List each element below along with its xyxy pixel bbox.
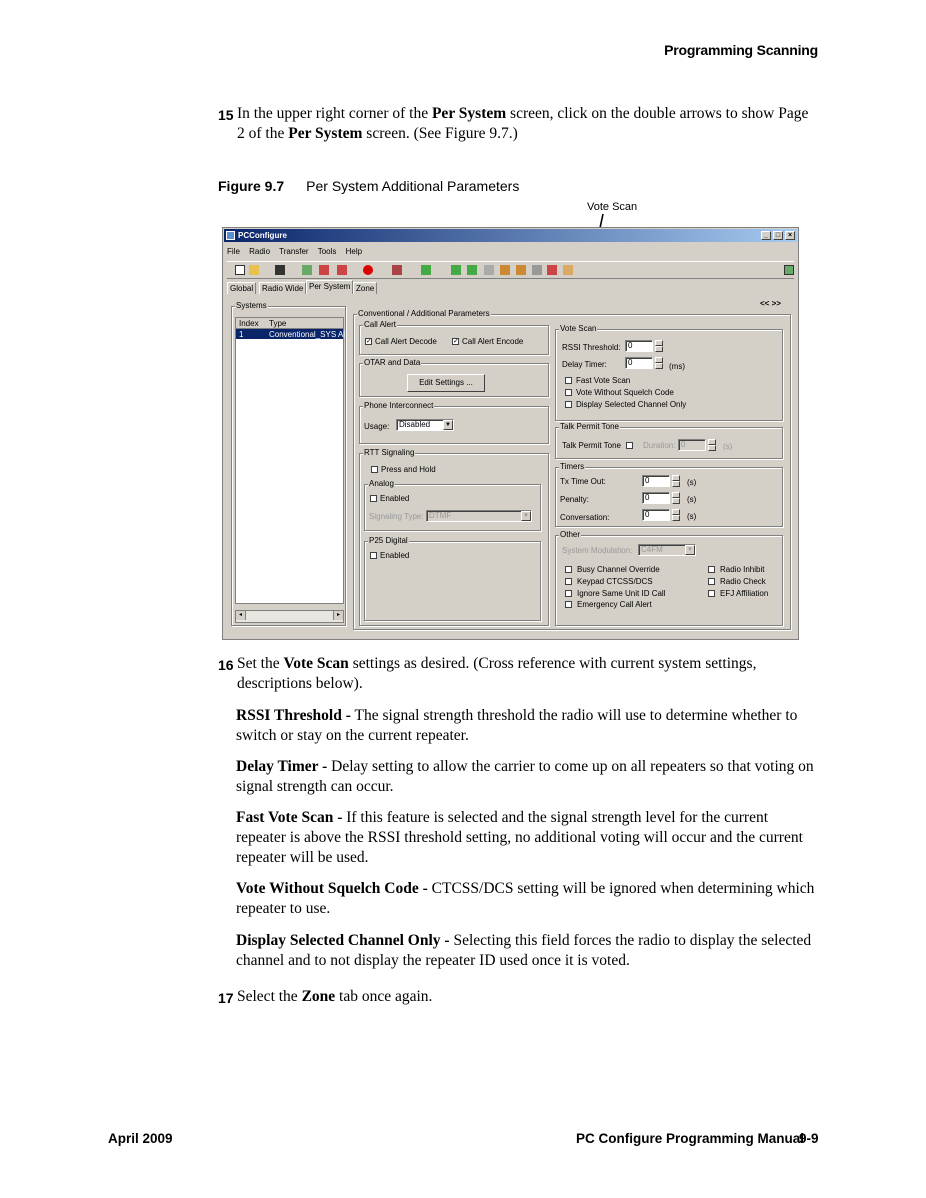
record-icon[interactable]: [363, 265, 373, 275]
step-number: 17: [218, 990, 234, 1006]
col-type[interactable]: Type: [269, 319, 287, 328]
duration-input[interactable]: 0: [678, 439, 706, 451]
tool-3-icon[interactable]: [467, 265, 477, 275]
analog-group: [364, 479, 541, 531]
close-button[interactable]: ×: [785, 231, 795, 240]
system-modulation-label: System Modulation:: [562, 546, 633, 555]
toolbar: [227, 261, 794, 279]
systems-group-label: Systems: [236, 301, 267, 310]
rssi-threshold-description: RSSI Threshold - The signal strength threshold the radio will use to determine whether to switch or stay on the current repeater.: [236, 707, 798, 744]
press-hold-checkbox[interactable]: [371, 466, 378, 473]
pcconfigure-window: [222, 227, 799, 640]
read-radio-icon[interactable]: [302, 265, 312, 275]
write-radio-icon[interactable]: [319, 265, 329, 275]
page-nav-arrows[interactable]: << >>: [760, 299, 781, 308]
chevron-down-icon[interactable]: ▼: [443, 420, 453, 430]
conventional-group: [353, 309, 791, 630]
phone-interconnect-group: [359, 401, 549, 444]
vote-scan-group: [555, 324, 783, 421]
p25-digital-group: [364, 536, 541, 621]
step-17: [218, 987, 818, 1007]
vote-without-squelch-checkbox[interactable]: [565, 389, 572, 396]
radio-inhibit-checkbox[interactable]: [708, 566, 715, 573]
call-alert-encode-checkbox[interactable]: ✓: [453, 338, 459, 345]
rssi-threshold-input[interactable]: 0: [625, 340, 653, 352]
delay-timer-label: Delay Timer:: [562, 360, 607, 369]
vote-scan-label: Vote Scan: [560, 324, 597, 333]
ignore-unit-id-label: Ignore Same Unit ID Call: [577, 589, 666, 598]
menu-bar: [227, 247, 369, 256]
rtt-signaling-label: RTT Signaling: [364, 448, 415, 457]
call-alert-label: Call Alert: [364, 320, 397, 329]
ignore-unit-id-checkbox[interactable]: [565, 590, 572, 597]
radio-check-checkbox[interactable]: [708, 578, 715, 585]
duration-label: Duration:: [643, 441, 676, 450]
minimize-button[interactable]: _: [761, 231, 771, 240]
chevron-down-icon[interactable]: ▼: [521, 511, 531, 521]
call-alert-encode-label: Call Alert Encode: [462, 337, 524, 346]
display-selected-checkbox[interactable]: [565, 401, 572, 408]
tool-5-icon[interactable]: [500, 265, 510, 275]
horizontal-scrollbar[interactable]: [235, 610, 344, 623]
call-alert-decode-label: Call Alert Decode: [375, 337, 437, 346]
emergency-call-label: Emergency Call Alert: [577, 600, 652, 609]
vote-without-squelch-description: Vote Without Squelch Code - CTCSS/DCS setting will be ignored when determining which repeater to use.: [236, 880, 815, 917]
figure-title: Per System Additional Parameters: [306, 178, 520, 194]
save-icon[interactable]: [275, 265, 285, 275]
delay-spinner[interactable]: [655, 357, 663, 369]
tool-6-icon[interactable]: [516, 265, 526, 275]
title-bar: [224, 229, 797, 242]
signaling-type-select[interactable]: [426, 510, 532, 522]
running-header: Programming Scanning: [664, 42, 818, 58]
call-alert-group: [359, 320, 549, 355]
footer-page-number: 9-9: [799, 1131, 819, 1146]
usage-value: Disabled: [399, 420, 431, 429]
step-number: 15: [218, 107, 234, 123]
radio-check-label: Radio Check: [720, 577, 766, 586]
efj-affiliation-checkbox[interactable]: [708, 590, 715, 597]
p25-enabled-label: Enabled: [380, 551, 410, 560]
radio-inhibit-label: Radio Inhibit: [720, 565, 765, 574]
fast-vote-scan-label: Fast Vote Scan: [576, 376, 631, 385]
p25-enabled-checkbox[interactable]: [370, 552, 377, 559]
window-title: PCConfigure: [238, 231, 287, 240]
tab-global[interactable]: Global: [227, 282, 256, 294]
conversation-unit: (s): [687, 512, 697, 521]
row-type: Conventional_SYS Al: [269, 330, 346, 339]
press-hold-label: Press and Hold: [381, 465, 436, 474]
systems-group: [231, 301, 346, 626]
signaling-type-value: DTMF: [429, 511, 452, 520]
analog-enabled-label: Enabled: [380, 494, 410, 503]
system-modulation-value: C4FM: [641, 545, 663, 554]
menu-file[interactable]: File: [227, 247, 240, 256]
step-16: [218, 654, 818, 694]
edit-settings-button[interactable]: Edit Settings ...: [407, 374, 485, 392]
otar-group: [359, 358, 549, 397]
keypad-ctcss-label: Keypad CTCSS/DCS: [577, 577, 653, 586]
tx-time-out-input[interactable]: 0: [642, 475, 670, 487]
penalty-spinner[interactable]: [672, 492, 680, 504]
analog-enabled-checkbox[interactable]: [370, 495, 377, 502]
analog-label: Analog: [369, 479, 394, 488]
rtt-signaling-group: [359, 448, 549, 626]
open-icon[interactable]: [249, 265, 259, 275]
footer-date: April 2009: [108, 1131, 173, 1146]
tool-8-icon[interactable]: [547, 265, 557, 275]
tool-2-icon[interactable]: [451, 265, 461, 275]
phone-interconnect-label: Phone Interconnect: [364, 401, 434, 410]
tab-zone[interactable]: Zone: [353, 282, 377, 294]
other-group: [555, 530, 783, 626]
tool-1-icon[interactable]: [421, 265, 431, 275]
systems-list[interactable]: [235, 317, 344, 604]
efj-affiliation-label: EFJ Affiliation: [720, 589, 769, 598]
other-label: Other: [560, 530, 581, 539]
footer-manual-title: PC Configure Programming Manual: [576, 1131, 805, 1146]
tab-per-system[interactable]: Per System: [306, 280, 353, 294]
tool-7-icon[interactable]: [532, 265, 542, 275]
fast-vote-scan-checkbox[interactable]: [565, 377, 572, 384]
fast-vote-scan-description: Fast Vote Scan - If this feature is selected and the signal strength level for the current repeater is above the RSSI threshold setting, no additional voting will occur and the current repeater will be used.: [236, 809, 803, 866]
vote-scan-callout: Vote Scan: [587, 201, 638, 213]
col-index[interactable]: Index: [239, 319, 259, 328]
timers-group: [555, 462, 783, 527]
menu-transfer[interactable]: Transfer: [279, 247, 309, 256]
delay-unit: (ms): [669, 362, 685, 371]
vote-without-squelch-label: Vote Without Squelch Code: [576, 388, 674, 397]
step-text: In the upper right corner of the Per System screen, click on the double arrows to show Page 2 of the Per System screen. (See Figure 9.7.): [237, 105, 809, 142]
scroll-left-icon[interactable]: ◂: [236, 611, 246, 620]
step-15: [218, 104, 818, 144]
emergency-call-checkbox[interactable]: [565, 601, 572, 608]
talk-permit-tone-label: Talk Permit Tone: [562, 441, 621, 450]
display-selected-description: Display Selected Channel Only - Selecting this field forces the radio to display the selected channel and to not display the repeater ID used once it is voted.: [236, 932, 812, 969]
systems-row[interactable]: [236, 329, 346, 339]
conventional-group-label: Conventional / Additional Parameters: [358, 309, 490, 318]
delay-timer-description: Delay Timer - Delay setting to allow the carrier to come up on all repeaters so that voting on signal strength can occur.: [236, 758, 814, 795]
otar-label: OTAR and Data: [364, 358, 421, 367]
duration-unit: (s): [723, 442, 733, 451]
app-icon: [226, 231, 235, 240]
duration-spinner[interactable]: [708, 439, 716, 451]
system-modulation-select[interactable]: [638, 544, 696, 556]
display-selected-label: Display Selected Channel Only: [576, 400, 687, 409]
figure-caption: [218, 178, 519, 194]
busy-channel-label: Busy Channel Override: [577, 565, 660, 574]
step-text: Select the Zone tab once again.: [237, 988, 433, 1005]
p25-digital-label: P25 Digital: [369, 536, 408, 545]
usage-select[interactable]: [396, 419, 454, 431]
tool-4-icon[interactable]: [484, 265, 494, 275]
penalty-label: Penalty:: [560, 495, 589, 504]
exit-icon[interactable]: [784, 265, 794, 275]
scroll-right-icon[interactable]: ▸: [333, 611, 343, 620]
rssi-threshold-label: RSSI Threshold:: [562, 343, 621, 352]
talk-permit-label: Talk Permit Tone: [560, 422, 619, 431]
step-text: Set the Vote Scan settings as desired. (Cross reference with current system settings, descriptions below).: [237, 655, 757, 692]
menu-radio[interactable]: Radio: [249, 247, 271, 256]
step-number: 16: [218, 657, 234, 673]
tab-radio-wide[interactable]: Radio Wide: [259, 282, 306, 294]
busy-channel-checkbox[interactable]: [565, 566, 572, 573]
talk-permit-checkbox[interactable]: [626, 442, 633, 449]
timers-label: Timers: [560, 462, 585, 471]
tx-spinner[interactable]: [672, 475, 680, 487]
chevron-down-icon[interactable]: ▼: [685, 545, 695, 555]
conversation-spinner[interactable]: [672, 509, 680, 521]
conversation-input[interactable]: 0: [642, 509, 670, 521]
menu-help[interactable]: Help: [345, 247, 363, 256]
tx-unit: (s): [687, 478, 697, 487]
tx-time-out-label: Tx Time Out:: [560, 477, 606, 486]
delay-timer-input[interactable]: 0: [625, 357, 653, 369]
signaling-type-label: Signaling Type:: [369, 512, 424, 521]
penalty-unit: (s): [687, 495, 697, 504]
rssi-spinner[interactable]: [655, 340, 663, 352]
conversation-label: Conversation:: [560, 513, 610, 522]
book-icon[interactable]: [392, 265, 402, 275]
penalty-input[interactable]: 0: [642, 492, 670, 504]
tool-9-icon[interactable]: [563, 265, 573, 275]
menu-tools[interactable]: Tools: [317, 247, 337, 256]
figure-label: Figure 9.7: [218, 178, 285, 194]
row-index: 1: [239, 330, 244, 339]
maximize-button[interactable]: □: [773, 231, 783, 240]
call-alert-decode-checkbox[interactable]: ✓: [366, 338, 372, 345]
keypad-ctcss-checkbox[interactable]: [565, 578, 572, 585]
new-icon[interactable]: [235, 265, 245, 275]
usage-label: Usage:: [364, 422, 390, 431]
clone-icon[interactable]: [337, 265, 347, 275]
talk-permit-group: [555, 422, 783, 459]
